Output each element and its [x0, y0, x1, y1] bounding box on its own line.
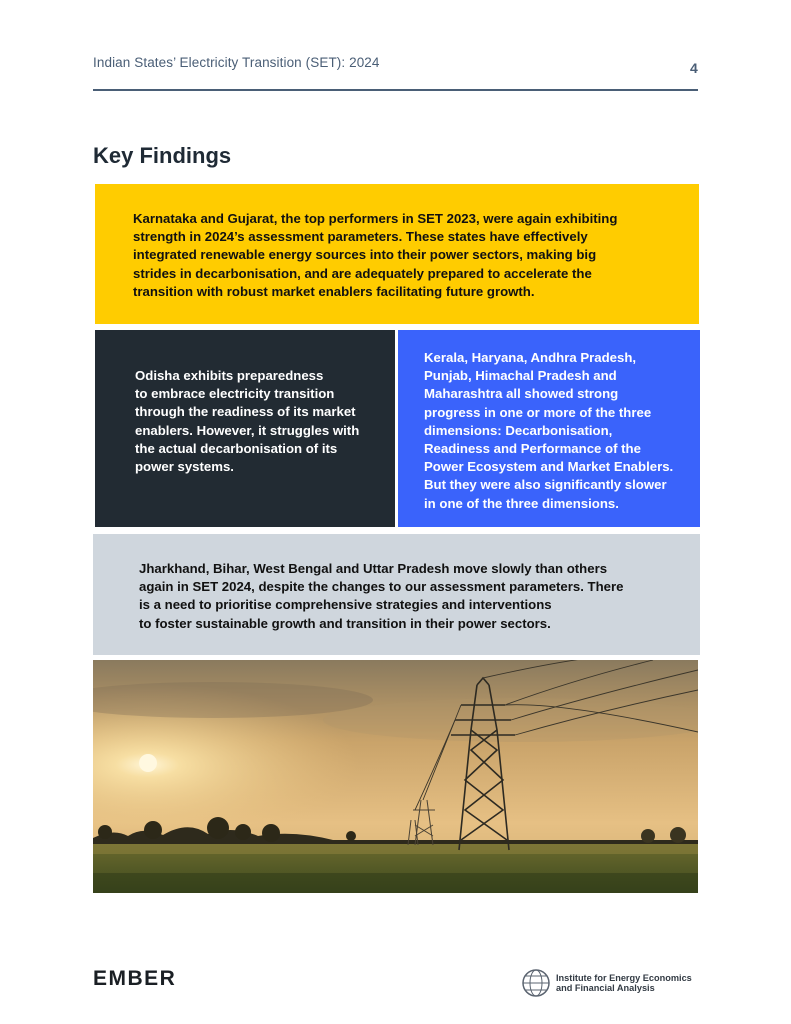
header-divider [93, 89, 698, 91]
ieefa-name-line2: and Financial Analysis [556, 983, 655, 993]
finding-line: strides in decarbonisation, and are adequately prepared to accelerate the [133, 265, 592, 281]
finding-line: strength in 2024’s assessment parameters. These states have effectively [133, 229, 588, 245]
finding-line: Power Ecosystem and Market Enablers. [424, 459, 674, 475]
finding-line: Odisha exhibits preparedness [135, 368, 324, 383]
ember-logo: EMBER [93, 967, 177, 990]
document-header-title: Indian States’ Electricity Transition (SET): 2024 [93, 55, 380, 70]
finding-line: Maharashtra all showed strong [424, 386, 619, 402]
finding-line: Punjab, Himachal Pradesh and [424, 368, 617, 384]
finding-line: Karnataka and Gujarat, the top performers in SET 2023, were again exhibiting [133, 211, 618, 226]
finding-box-slow-movers [93, 534, 700, 655]
ieefa-name-line1: Institute for Energy Economics [556, 972, 692, 983]
finding-line: to foster sustainable growth and transition in their power sectors. [139, 615, 551, 631]
finding-line: through the readiness of its market [135, 404, 356, 420]
finding-line: integrated renewable energy sources into their power sectors, making big [133, 247, 597, 263]
finding-line: in one of the three dimensions. [424, 495, 619, 511]
finding-line: again in SET 2024, despite the changes to our assessment parameters. There [139, 579, 624, 595]
finding-line: Jharkhand, Bihar, West Bengal and Uttar Pradesh move slowly than others [139, 561, 608, 576]
ieefa-logo [521, 968, 692, 998]
finding-line: power systems. [135, 459, 234, 475]
finding-line: Readiness and Performance of the [424, 441, 641, 457]
finding-box-mixed-progress [398, 330, 700, 527]
finding-line: But they were also significantly slower [424, 477, 667, 493]
power-lines-sunset-photo [93, 660, 698, 893]
globe-icon [521, 968, 551, 998]
finding-line: is a need to prioritise comprehensive strategies and interventions [139, 597, 552, 613]
finding-line: progress in one or more of the three [424, 404, 652, 420]
finding-line: transition with robust market enablers facilitating future growth. [133, 283, 535, 299]
finding-line: Kerala, Haryana, Andhra Pradesh, [424, 350, 637, 365]
section-title: Key Findings [93, 143, 232, 168]
page-number: 4 [690, 60, 698, 76]
finding-line: the actual decarbonisation of its [135, 440, 338, 456]
finding-line: to embrace electricity transition [135, 386, 335, 402]
finding-box-odisha [95, 330, 395, 527]
finding-line: dimensions: Decarbonisation, [424, 422, 613, 438]
finding-box-top-performers [95, 184, 699, 324]
finding-line: enablers. However, it struggles with [135, 422, 360, 438]
